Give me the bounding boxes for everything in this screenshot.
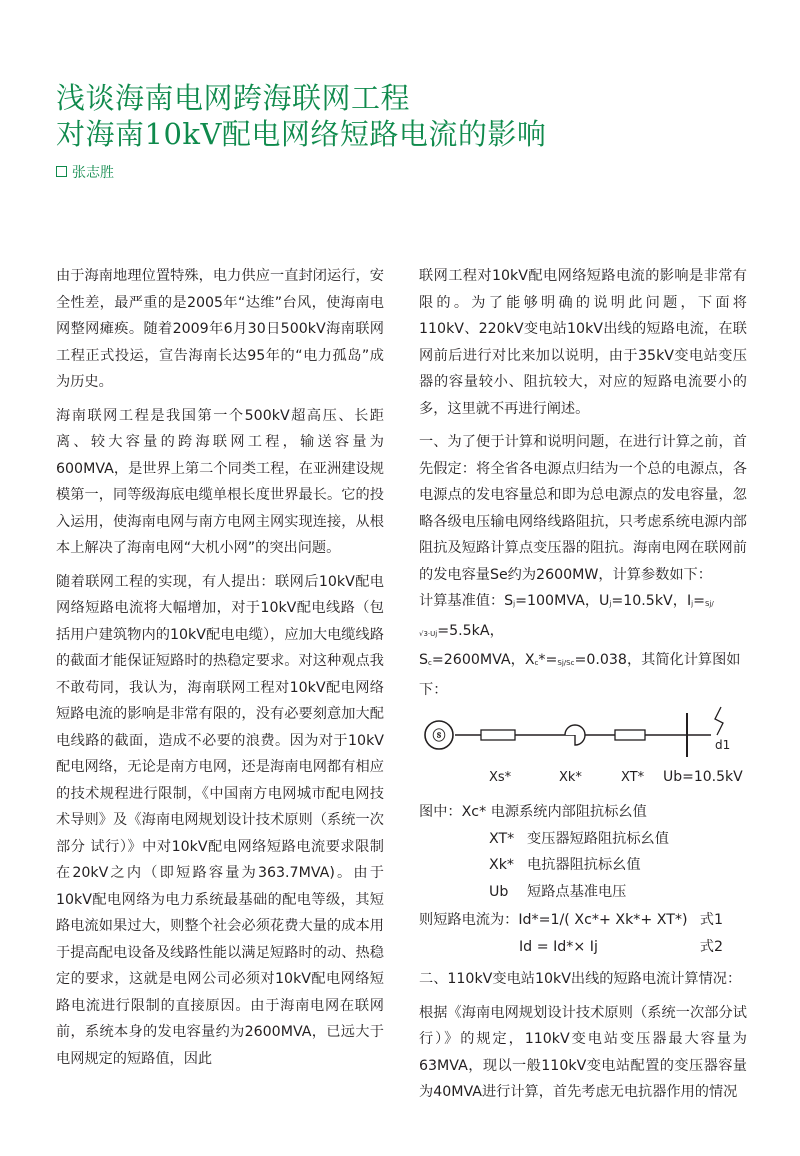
- paragraph-110kv: 根据《海南电网规划设计技术原则（系统一次部分试行）》的规定，110kV变电站变压器最大容量为63MVA，现以一般110kV变电站配置的变压器容量为40MVA进行计算，首先考虑无电抗器作用的情况: [419, 1004, 747, 1100]
- xs-label: Xs*: [489, 770, 512, 785]
- paragraph-continued: 联网工程对10kV配电网络短路电流的影响是非常有限的。为了能够明确的说明此问题，下面将110kV、220kV变电站10kV出线的短路电流，在联网前后进行对比来加以说明，由于35kV变电站变压器的容量较小、阻抗较大，对应的短路电流要小的多，这里就不再进行阐述。: [419, 268, 747, 417]
- circuit-diagram-svg: [419, 705, 747, 795]
- fault-arrow-icon: [715, 707, 723, 735]
- section-heading-110kv: 二、110kV变电站10kV出线的短路电流计算情况：: [419, 971, 742, 987]
- fraction-xc: Sj/Sc: [557, 659, 575, 667]
- author-line: [56, 163, 114, 183]
- short-circuit-formula: [419, 907, 747, 960]
- calc-line-2: Sc=2600MVA，Xc*=Sj/Sc=0.038，其简化计算图如下：: [419, 652, 741, 698]
- xk-label: Xk*: [559, 770, 582, 785]
- diagram-legend: [419, 799, 747, 905]
- paragraph-intro: 由于海南地理位置特殊，电力供应一直封闭运行，安全性差，最严重的是2005年“达维”台风，使海南电网整网瘫痪。随着2009年6月30日500kV海南联网工程正式投运，宣告海南长达95年的“电力孤岛”成为历史。: [56, 268, 384, 390]
- fraction-ij: Sj/√3·Uj: [419, 600, 714, 638]
- paragraph-assumptions: 一、为了便于计算和说明问题，在进行计算之前，首先假定：将全省各电源点归结为一个总的电源点，各电源点的发电容量总和即为总电源点的发电容量，忽略各级电压输电网络线路阻抗，只考虑系统电源内部阻抗及短路计算点变压器的阻抗。海南电网在联网前的发电容量Se约为2600MW，计算参数如下：: [419, 434, 747, 583]
- equation-number-2: 式2: [699, 938, 723, 955]
- square-bullet-icon: [56, 166, 67, 177]
- ub-label: Ub=10.5kV: [663, 769, 743, 785]
- legend-row: 图中：Xc* 电源系统内部阻抗标幺值: [419, 804, 647, 820]
- equation-number-1: 式1: [699, 912, 723, 928]
- legend-row: Xk* 电抗器阻抗标幺值: [489, 857, 641, 873]
- fault-label: d1: [715, 738, 731, 752]
- paragraph-project: 海南联网工程是我国第一个500kV超高压、长距离、较大容量的跨海联网工程，输送容量为600MVA，是世界上第二个同类工程，在亚洲建设规模第一，同等级海底电缆单根长度世界最长。它的投入运用，使海南电网与南方电网主网实现连接，从根本上解决了海南电网“大机小网”的突出问题。: [56, 407, 384, 556]
- formula-row-1: 则短路电流为：Id*=1/( Xc*+ Xk*+ XT*) 式1: [419, 907, 747, 934]
- formula-row-2: Id = Id*× Ij 式2: [419, 934, 747, 961]
- author-name: 张志胜: [72, 165, 114, 181]
- source-symbol-icon: ⓢ: [432, 729, 446, 744]
- calc-line-1: 计算基准值：Sj=100MVA，Uj=10.5kV，Ij=Sj/√3·Uj=5.5kA，: [419, 593, 714, 639]
- legend-row: Ub 短路点基准电压: [489, 883, 627, 900]
- paragraph-argument: 随着联网工程的实现，有人提出：联网后10kV配电网络短路电流将大幅增加，对于10kV配电线路（包括用户建筑物内的10kV配电电缆），应加大电缆线路的截面才能保证短路时的热稳定要求。对这种观点我不敢苟同，我认为，海南联网工程对10kV配电网络短路电流的影响是非常有限的，没有必要刻意加大配电线路的截面，造成不必要的浪费。因为对于10kV配电网络，无论是南方电网，还是海南电网都有相应的技术规程进行限制，《中国南方电网城市配电网技术导则》及《海南电网规划设计技术原则（系统一次部分 试行）》中对10kV配电网络短路电流要求限制在20kV之内（即短路容量为363.7MVA)。由于10kV配电网络为电力系统最基础的配电等级，其短路电流如果过大，则整个社会必须花费大量的成本用于提高配电设备及线路性能以满足短路时的动、热稳定的要求，这就是电网公司必须对10kV配电网络短路电流进行限制的直接原因。由于海南电网在联网前，系统本身的发电容量约为2600MVA，已远大于电网规定的短路值，因此: [56, 573, 384, 1067]
- xt-label: XT*: [621, 770, 645, 785]
- circuit-diagram: [419, 705, 747, 795]
- left-column: [56, 263, 384, 1072]
- reactor-icon: [565, 725, 585, 745]
- article-title: [56, 80, 756, 152]
- legend-row: XT* 变压器短路阻抗标幺值: [489, 830, 669, 847]
- calc-parameters: [419, 588, 747, 703]
- transformer-impedance-box: [615, 730, 645, 740]
- article-title-line2: 对海南10kV配电网络短路电流的影响: [56, 117, 547, 151]
- right-column: [419, 263, 747, 1106]
- article-title-line1: 浅谈海南电网跨海联网工程: [56, 81, 411, 115]
- source-impedance-box: [481, 730, 515, 740]
